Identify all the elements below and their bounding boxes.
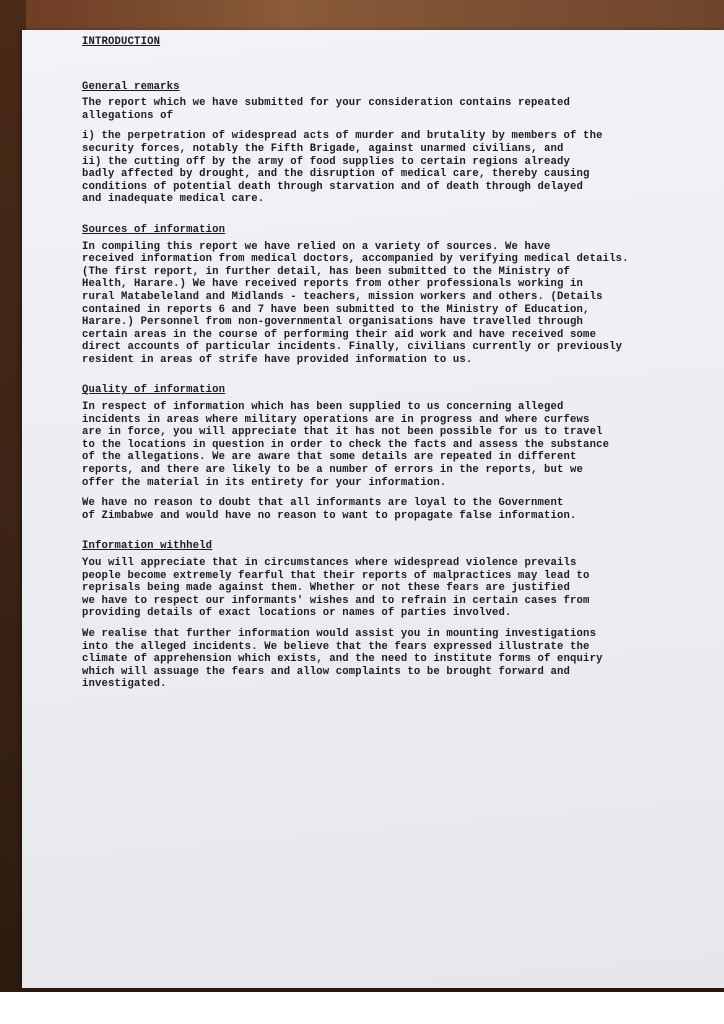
text-line: The report which we have submitted for your consideration contains repeated — [82, 97, 571, 110]
text-line: In respect of information which has been supplied to us concerning alleged — [82, 401, 564, 414]
text-line: contained in reports 6 and 7 have been submitted to the Ministry of Education, — [82, 303, 590, 316]
paragraph — [82, 130, 694, 206]
page-content — [82, 36, 694, 709]
text-line: people become extremely fearful that their reports of malpractices may lead to — [82, 569, 590, 582]
text-line: of Zimbabwe and would have no reason to want to propagate false information. — [82, 509, 577, 522]
paragraph — [82, 401, 694, 489]
text-line: rural Matabeleland and Midlands - teachers, mission workers and others. (Details — [82, 290, 603, 303]
paragraph — [82, 241, 694, 367]
text-line: ii) the cutting off by the army of food supplies to certain regions already — [82, 155, 571, 168]
text-line: are in force, you will appreciate that it has not been possible for us to travel — [82, 426, 603, 439]
text-line: into the alleged incidents. We believe that the fears expressed illustrate the — [82, 640, 590, 653]
text-line: You will appreciate that in circumstances where widespread violence prevails — [82, 557, 577, 569]
text-line: reprisals being made against them. Whether or not these fears are justified — [82, 582, 571, 595]
text-line: security forces, notably the Fifth Brigade, against unarmed civilians, and — [82, 142, 564, 155]
text-line: providing details of exact locations or names of parties involved. — [82, 607, 512, 620]
text-line: to the locations in question in order to check the facts and assess the substance — [82, 438, 610, 451]
paragraph — [82, 497, 694, 522]
text-line: i) the perpetration of widespread acts of murder and brutality by members of the — [82, 130, 603, 143]
text-line: climate of apprehension which exists, and the need to institute forms of enquiry — [82, 653, 603, 666]
table-surface-top — [0, 0, 724, 32]
text-line: we have to respect our informants' wishes and to refrain in certain cases from — [82, 594, 590, 607]
text-line: Harare.) Personnel from non-governmental organisations have travelled through — [82, 316, 584, 329]
text-line: resident in areas of strife have provided information to us. — [82, 353, 473, 366]
text-line: direct accounts of particular incidents. Finally, civilians currently or previously — [82, 341, 623, 354]
text-line: allegations of — [82, 109, 174, 122]
image-margin-bottom — [0, 992, 724, 1024]
text-line: Health, Harare.) We have received reports from other professionals working in — [82, 278, 584, 291]
section-general-remarks — [82, 81, 694, 206]
text-line: We have no reason to doubt that all informants are loyal to the Government — [82, 497, 564, 510]
paragraph — [82, 97, 694, 122]
section-sources-of-information — [82, 224, 694, 367]
text-line: conditions of potential death through starvation and of death through delayed — [82, 180, 584, 193]
section-quality-of-information — [82, 384, 694, 522]
text-line: and inadequate medical care. — [82, 193, 265, 206]
paragraph — [82, 557, 694, 620]
text-line: reports, and there are likely to be a number of errors in the reports, but we — [82, 464, 584, 477]
text-line: offer the material in its entirety for your information. — [82, 476, 447, 489]
text-line: We realise that further information would assist you in mounting investigations — [82, 627, 597, 640]
text-line: badly affected by drought, and the disruption of medical care, thereby causing — [82, 168, 590, 181]
text-line: which will assuage the fears and allow complaints to be brought forward and — [82, 665, 571, 678]
text-line: In compiling this report we have relied on a variety of sources. We have — [82, 240, 551, 253]
document-title: INTRODUCTION — [82, 36, 161, 48]
text-line: incidents in areas where military operations are in progress and where curfews — [82, 413, 590, 426]
paragraph — [82, 628, 694, 691]
text-line: received information from medical doctors, accompanied by verifying medical details. — [82, 253, 629, 266]
text-line: (The first report, in further detail, has been submitted to the Ministry of — [82, 265, 571, 278]
text-line: investigated. — [82, 678, 167, 691]
section-information-withheld — [82, 540, 694, 691]
section-heading: Sources of information — [82, 223, 226, 236]
section-heading: Information withheld — [82, 540, 213, 553]
section-heading: General remarks — [82, 80, 180, 93]
section-heading: Quality of information — [82, 384, 226, 397]
text-line: of the allegations. We are aware that some details are repeated in different — [82, 451, 577, 464]
text-line: certain areas in the course of performing their aid work and have received some — [82, 328, 597, 341]
